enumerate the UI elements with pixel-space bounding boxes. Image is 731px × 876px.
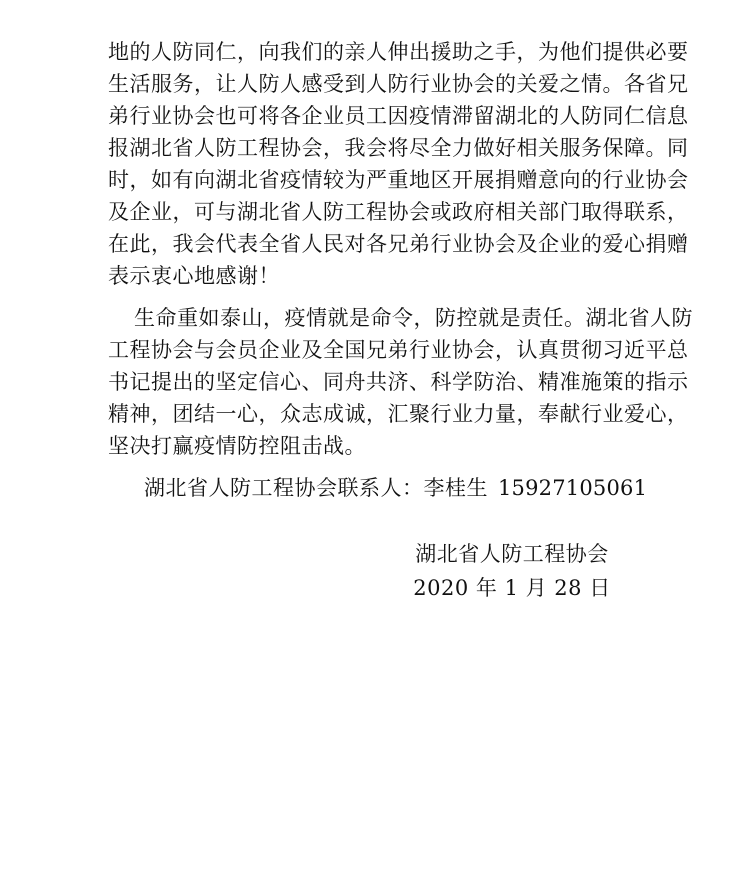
- paragraph2-line-3: 书记提出的坚定信心、同舟共济、科学防治、精准施策的指示: [108, 370, 689, 394]
- paragraph1-line-7: 在此，我会代表全省人民对各兄弟行业协会及企业的爱心捐赠: [108, 232, 689, 256]
- paragraph1-line-8: 表示衷心地感谢！: [108, 264, 280, 288]
- contact-line: [144, 472, 647, 504]
- paragraph2-line-2: 工程协会与会员企业及全国兄弟行业协会，认真贯彻习近平总: [108, 338, 689, 362]
- paragraph1-line-3: 弟行业协会也可将各企业员工因疫情滞留湖北的人防同仁信息: [108, 104, 689, 128]
- paragraph1-line-5: 时，如有向湖北省疫情较为严重地区开展捐赠意向的行业协会: [108, 168, 689, 192]
- paragraph1-line-2: 生活服务，让人防人感受到人防行业协会的关爱之情。各省兄: [108, 72, 689, 96]
- paragraph1-line-4: 报湖北省人防工程协会，我会将尽全力做好相关服务保障。同: [108, 136, 689, 160]
- paragraph1-line-6: 及企业，可与湖北省人防工程协会或政府相关部门取得联系，: [108, 200, 689, 224]
- paragraph1-line-1: 地的人防同仁，向我们的亲人伸出援助之手，为他们提供必要: [108, 40, 689, 64]
- paragraph2-line-4: 精神，团结一心，众志成诚，汇聚行业力量，奉献行业爱心，: [108, 402, 689, 426]
- signature-date: 2020 年 1 月 28 日: [413, 576, 611, 600]
- paragraph2-line-5: 坚决打赢疫情防控阻击战。: [108, 434, 366, 458]
- contact-phone: 15927105061: [498, 476, 648, 500]
- contact-label: 湖北省人防工程协会联系人：李桂生: [144, 476, 488, 500]
- signature-organization: 湖北省人防工程协会: [415, 542, 609, 566]
- paragraph2-line-1: 生命重如泰山，疫情就是命令，防控就是责任。湖北省人防: [134, 306, 693, 330]
